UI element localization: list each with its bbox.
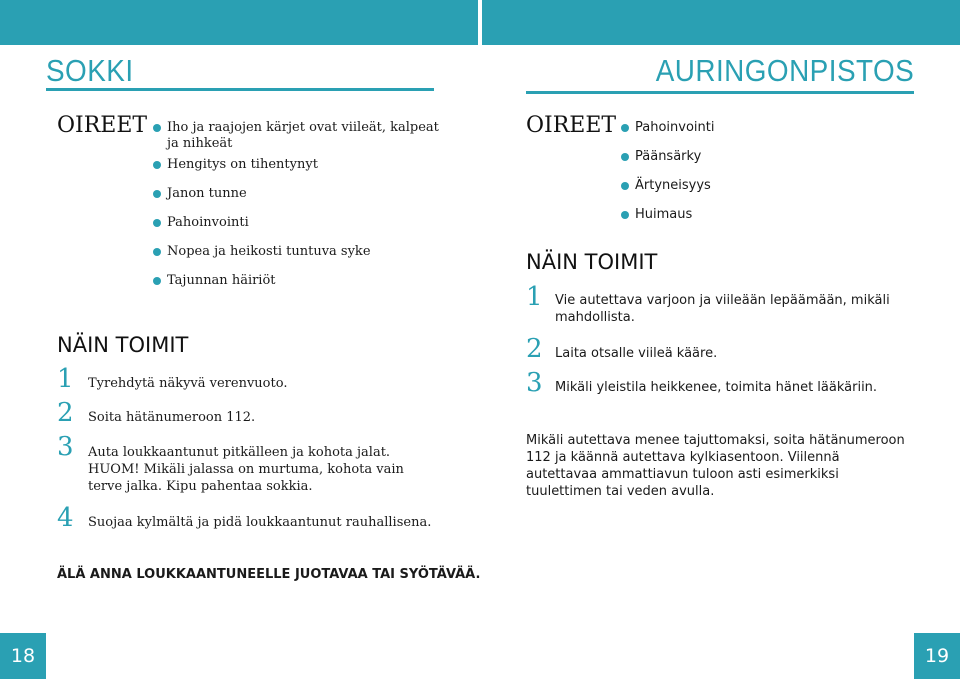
step-note: HUOM! Mikäli jalassa on murtuma, kohota vain terve jalka. Kipu pahentaa sokkia.: [88, 462, 404, 494]
step-text: Laita otsalle viileä kääre.: [555, 346, 718, 361]
list-item: Janon tunne: [153, 186, 443, 202]
list-item: Iho ja raajojen kärjet ovat viileät, kalpeat ja nihkeät: [153, 120, 443, 152]
step-number: 1: [57, 364, 74, 394]
step-number: 3: [57, 432, 74, 462]
header-bar-left: [0, 0, 478, 45]
page-number-left: 18: [0, 633, 46, 679]
page-title-left: SOKKI: [46, 53, 134, 88]
step-text: Auta loukkaantunut pitkälleen ja kohota jalat.: [88, 445, 391, 460]
step-text: Suojaa kylmältä ja pidä loukkaantunut rauhallisena.: [88, 515, 432, 530]
actions-heading-right: NÄIN TOIMIT: [526, 250, 658, 274]
step-text: Soita hätänumeroon 112.: [88, 410, 256, 425]
list-item: Ärtyneisyys: [621, 178, 901, 194]
page-number-right: 19: [914, 633, 960, 679]
symptoms-list-right: [621, 120, 901, 236]
step-number: 2: [57, 398, 74, 428]
note-paragraph: Mikäli autettava menee tajuttomaksi, soita hätänumeroon 112 ja käännä autettava kylkiasentoon. Viilennä autettavaa ammattiavun tuloon asti esimerkiksi tuulettimen tai veden avulla.: [526, 433, 905, 499]
symptoms-list-left: [153, 120, 443, 302]
step-number: 3: [526, 368, 543, 398]
step-number: 4: [57, 503, 74, 533]
warning-text: ÄLÄ ANNA LOUKKAANTUNEELLE JUOTAVAA TAI SYÖTÄVÄÄ.: [57, 567, 481, 582]
list-item: Pahoinvointi: [621, 120, 901, 136]
step-text: Mikäli yleistila heikkenee, toimita hänet lääkäriin.: [555, 380, 878, 395]
title-rule-right: [526, 91, 914, 94]
list-item: Nopea ja heikosti tuntuva syke: [153, 244, 443, 260]
list-item: Päänsärky: [621, 149, 901, 165]
list-item: Huimaus: [621, 207, 901, 223]
actions-heading-left: NÄIN TOIMIT: [57, 333, 189, 357]
title-rule-left: [46, 88, 434, 91]
step-number: 1: [526, 282, 543, 312]
list-item: Tajunnan häiriöt: [153, 273, 443, 289]
list-item: Hengitys on tihentynyt: [153, 157, 443, 173]
list-item: Pahoinvointi: [153, 215, 443, 231]
header-bar-right: [482, 0, 960, 45]
symptoms-heading-right: OIREET: [526, 113, 617, 138]
step-number: 2: [526, 334, 543, 364]
symptoms-heading-left: OIREET: [57, 113, 148, 138]
step-text: Tyrehdytä näkyvä verenvuoto.: [88, 376, 288, 391]
page-title-right: AURINGONPISTOS: [655, 53, 914, 88]
step-text: Vie autettava varjoon ja viileään lepäämään, mikäli mahdollista.: [555, 293, 890, 325]
